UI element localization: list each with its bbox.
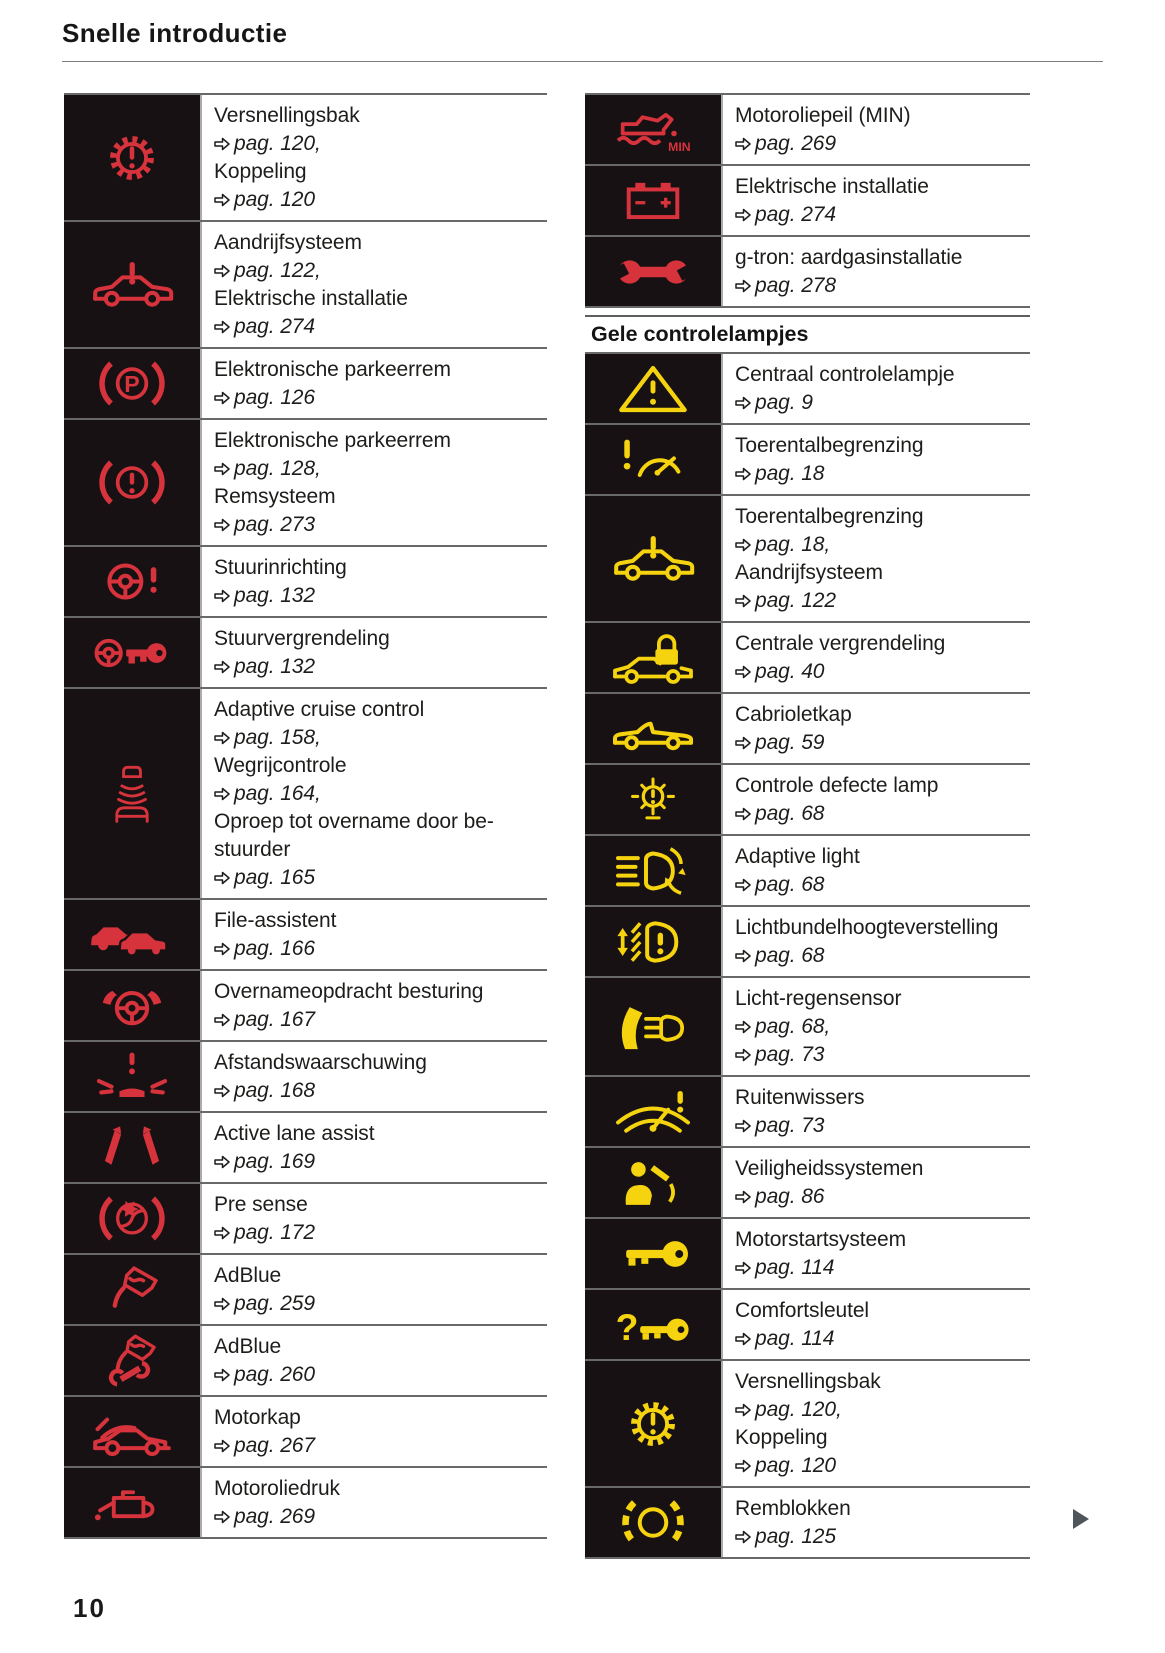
lamp-label: Aandrijfsysteem (214, 231, 362, 254)
ref-arrow-icon (735, 1119, 751, 1133)
lamp-label: Motoroliepeil (MIN) (735, 104, 911, 127)
lamp-row (64, 898, 547, 969)
oil-pressure-icon (64, 1468, 202, 1537)
page-reference-text: pag. 169 (234, 1150, 315, 1173)
page-reference (214, 724, 541, 752)
page-reference (735, 800, 1024, 828)
brake-pads-icon (585, 1488, 723, 1557)
ref-arrow-icon (214, 1155, 230, 1169)
lamp-description (202, 900, 547, 969)
lamp-description (723, 425, 1030, 494)
lamp-label: Licht-regensensor (735, 987, 902, 1010)
page-reference-text: pag. 68 (755, 944, 825, 967)
page-reference (214, 455, 541, 483)
ref-arrow-icon (735, 594, 751, 608)
page-reference-text: pag. 120, (755, 1398, 842, 1421)
ref-arrow-icon (735, 467, 751, 481)
lamp-label: Comfortsleutel (735, 1299, 869, 1322)
ref-arrow-icon (735, 396, 751, 410)
ref-arrow-icon (214, 1297, 230, 1311)
lamp-label: Versnellingsbak (214, 104, 360, 127)
page-reference-text: pag. 269 (234, 1505, 315, 1528)
page-reference (214, 1148, 541, 1176)
ref-arrow-icon (214, 193, 230, 207)
yellow-warning-lamps-table (585, 352, 1030, 1559)
lamp-row (585, 763, 1030, 834)
lamp-label: g-tron: aardgasinstallatie (735, 246, 963, 269)
page-reference-text: pag. 259 (234, 1292, 315, 1315)
header-divider (62, 61, 1103, 62)
lamp-row (585, 494, 1030, 621)
ref-arrow-icon (214, 391, 230, 405)
page-reference-text: pag. 132 (234, 655, 315, 678)
drivetrain-warning-icon (585, 496, 723, 621)
lamp-label: Centrale vergrendeling (735, 632, 946, 655)
lamp-row (64, 1040, 547, 1111)
page-reference (735, 871, 1024, 899)
page-reference-text: pag. 126 (234, 386, 315, 409)
ref-arrow-icon (735, 279, 751, 293)
ref-arrow-icon (735, 137, 751, 151)
lamp-row (585, 235, 1030, 306)
lamp-label: Stuurinrichting (214, 556, 347, 579)
page-reference (214, 313, 541, 341)
red-warning-lamps-table-right (585, 93, 1030, 308)
page-reference (214, 1503, 541, 1531)
page-reference-text: pag. 120 (234, 188, 315, 211)
page-reference-text: pag. 167 (234, 1008, 315, 1031)
page-reference-text: pag. 120 (755, 1454, 836, 1477)
page-reference (735, 531, 1024, 559)
ref-arrow-icon (214, 518, 230, 532)
brake-system-warning-icon (64, 420, 202, 545)
page-reference-text: pag. 274 (234, 315, 315, 338)
lamp-label: Adaptive light (735, 845, 860, 868)
page-reference-text: pag. 68, (755, 1015, 831, 1038)
page-reference (735, 942, 1024, 970)
drivetrain-warning-icon (64, 222, 202, 347)
lamp-row (585, 692, 1030, 763)
ref-arrow-icon (735, 1190, 751, 1204)
light-rain-sensor-icon (585, 978, 723, 1075)
lamp-description (723, 1361, 1030, 1486)
lamp-row (64, 545, 547, 616)
lamp-description (723, 496, 1030, 621)
lamp-row (585, 834, 1030, 905)
adblue-service-icon (64, 1326, 202, 1395)
page-reference (214, 864, 541, 892)
ref-arrow-icon (735, 949, 751, 963)
page-reference (214, 582, 541, 610)
lamp-row (585, 1486, 1030, 1557)
rev-limiter-icon (585, 425, 723, 494)
lamp-label: Afstandswaarschuwing (214, 1051, 427, 1074)
lamp-label: Overnameopdracht besturing (214, 980, 484, 1003)
page-reference (214, 1290, 541, 1318)
ref-arrow-icon (214, 1013, 230, 1027)
lamp-label: Koppeling (214, 160, 307, 183)
page-reference-text: pag. 166 (234, 937, 315, 960)
page-reference-text: pag. 158, (234, 726, 321, 749)
lamp-label: Elektronische parkeerrem (214, 429, 451, 452)
lamp-description (723, 95, 1030, 164)
adblue-icon (64, 1255, 202, 1324)
lamp-row (64, 220, 547, 347)
page-reference-text: pag. 273 (234, 513, 315, 536)
lamp-description (202, 349, 547, 418)
ref-arrow-icon (214, 462, 230, 476)
page-reference-text: pag. 269 (755, 132, 836, 155)
lamp-label: Toerentalbegrenzing (735, 505, 924, 528)
lamp-description (723, 1219, 1030, 1288)
lamp-description (202, 420, 547, 545)
lamp-label: Oproep tot overname door bestuurder (214, 810, 494, 861)
page-reference-text: pag. 125 (755, 1525, 836, 1548)
lamp-description (202, 618, 547, 687)
ref-arrow-icon (735, 1332, 751, 1346)
gear-warning-icon (585, 1361, 723, 1486)
distance-warning-icon (64, 1042, 202, 1111)
steering-lock-icon (64, 618, 202, 687)
page-reference (214, 780, 541, 808)
pre-sense-icon (64, 1184, 202, 1253)
page-reference (735, 389, 1024, 417)
page-reference-text: pag. 18 (755, 462, 825, 485)
lamp-label: Motorstartsysteem (735, 1228, 907, 1251)
page-reference (735, 1254, 1024, 1282)
page-reference (735, 1523, 1024, 1551)
lamp-label: Centraal controlelampje (735, 363, 955, 386)
page-title: Snelle introductie (62, 18, 288, 48)
traffic-jam-assist-icon (64, 900, 202, 969)
page-reference (735, 130, 1024, 158)
lamp-row (585, 1359, 1030, 1486)
page-reference-text: pag. 122, (234, 259, 321, 282)
lamp-description (723, 166, 1030, 235)
page-reference-text: pag. 122 (755, 589, 836, 612)
lamp-description (723, 836, 1030, 905)
lamp-label: Motorkap (214, 1406, 301, 1429)
red-warning-lamps-table-left (64, 93, 547, 1539)
page-reference-text: pag. 18, (755, 533, 831, 556)
lamp-description (202, 1042, 547, 1111)
lamp-row (64, 1324, 547, 1395)
lamp-description (202, 1397, 547, 1466)
lamp-row (64, 347, 547, 418)
page-reference-text: pag. 168 (234, 1079, 315, 1102)
lamp-description (723, 1290, 1030, 1359)
lamp-label: Elektronische parkeerrem (214, 358, 451, 381)
adaptive-light-icon (585, 836, 723, 905)
page-reference (735, 1013, 1024, 1041)
ref-arrow-icon (735, 208, 751, 222)
section-heading-label: Gele controlelampjes (591, 322, 809, 346)
page-reference-text: pag. 172 (234, 1221, 315, 1244)
lamp-description (723, 765, 1030, 834)
page-reference (735, 272, 1024, 300)
lamp-label: Cabrioletkap (735, 703, 852, 726)
page-reference (214, 1006, 541, 1034)
ref-arrow-icon (735, 1459, 751, 1473)
lamp-description (202, 95, 547, 220)
page-reference (214, 257, 541, 285)
cabriolet-roof-icon (585, 694, 723, 763)
page-reference (735, 1396, 1024, 1424)
lamp-row (585, 905, 1030, 976)
lamp-label: Ruitenwissers (735, 1086, 865, 1109)
ref-arrow-icon (214, 942, 230, 956)
page-reference (214, 384, 541, 412)
ref-arrow-icon (214, 264, 230, 278)
lamp-row (64, 616, 547, 687)
steering-takeover-icon (64, 971, 202, 1040)
ref-arrow-icon (735, 1261, 751, 1275)
page-reference (735, 729, 1024, 757)
ref-arrow-icon (214, 1439, 230, 1453)
lamp-description (202, 689, 547, 898)
ref-arrow-icon (214, 137, 230, 151)
page-reference-text: pag. 9 (755, 391, 813, 414)
central-locking-icon (585, 623, 723, 692)
continuation-arrow-icon (1073, 1509, 1089, 1529)
lamp-label: Lichtbundelhoogteverstelling (735, 916, 999, 939)
lamp-description (723, 1488, 1030, 1557)
parking-brake-icon (64, 349, 202, 418)
lane-assist-icon (64, 1113, 202, 1182)
lamp-row (64, 1253, 547, 1324)
page-reference-text: pag. 120, (234, 132, 321, 155)
ref-arrow-icon (735, 1530, 751, 1544)
page-reference-text: pag. 165 (234, 866, 315, 889)
hood-open-icon (64, 1397, 202, 1466)
adaptive-cruise-icon (64, 689, 202, 898)
lamp-label: Remblokken (735, 1497, 851, 1520)
lamp-label: Active lane assist (214, 1122, 375, 1145)
lamp-row (585, 164, 1030, 235)
lamp-description (202, 1184, 547, 1253)
ref-arrow-icon (214, 1084, 230, 1098)
page-reference (735, 460, 1024, 488)
battery-icon (585, 166, 723, 235)
warning-triangle-icon (585, 354, 723, 423)
ref-arrow-icon (214, 1510, 230, 1524)
lamp-label: Elektrische installatie (735, 175, 929, 198)
page-reference-text: pag. 73 (755, 1114, 825, 1137)
oil-level-min-icon (585, 95, 723, 164)
page-number: 10 (73, 1593, 106, 1623)
svg-text:P: P (124, 370, 140, 397)
lamp-description (202, 971, 547, 1040)
page-reference (735, 1452, 1024, 1480)
page-reference-text: pag. 73 (755, 1043, 825, 1066)
lamp-description (202, 1113, 547, 1182)
lamp-row (64, 687, 547, 898)
lamp-label: Toerentalbegrenzing (735, 434, 924, 457)
headlight-leveling-icon (585, 907, 723, 976)
lamp-description (202, 547, 547, 616)
steering-warning-icon (64, 547, 202, 616)
lamp-row (64, 1111, 547, 1182)
page-reference (735, 1325, 1024, 1353)
lamp-row (585, 621, 1030, 692)
ref-arrow-icon (735, 1048, 751, 1062)
page-reference (735, 201, 1024, 229)
page-reference-text: pag. 278 (755, 274, 836, 297)
page-reference (214, 130, 541, 158)
page-reference-text: pag. 68 (755, 873, 825, 896)
lamp-label: Stuurvergrendeling (214, 627, 390, 650)
page-reference (214, 1219, 541, 1247)
page-reference-text: pag. 114 (755, 1327, 835, 1350)
ref-arrow-icon (735, 665, 751, 679)
ref-arrow-icon (735, 736, 751, 750)
lamp-row (64, 1182, 547, 1253)
lamp-description (202, 1326, 547, 1395)
engine-start-key-icon (585, 1219, 723, 1288)
lamp-label: Elektrische installatie (214, 287, 408, 310)
lamp-label: Koppeling (735, 1426, 828, 1449)
lamp-description (723, 237, 1030, 306)
ref-arrow-icon (735, 1403, 751, 1417)
lamp-row (585, 976, 1030, 1075)
comfort-key-icon (585, 1290, 723, 1359)
page-reference (214, 1432, 541, 1460)
lamp-description (723, 1077, 1030, 1146)
ref-arrow-icon (214, 1226, 230, 1240)
page-reference (214, 653, 541, 681)
lamp-row (585, 1146, 1030, 1217)
ref-arrow-icon (214, 320, 230, 334)
page-reference (735, 587, 1024, 615)
page-reference-text: pag. 164, (234, 782, 321, 805)
lamp-label: Versnellingsbak (735, 1370, 881, 1393)
lamp-description (723, 1148, 1030, 1217)
page-reference-text: pag. 267 (234, 1434, 315, 1457)
page-reference-text: pag. 128, (234, 457, 321, 480)
lamp-description (723, 623, 1030, 692)
lamp-description (723, 978, 1030, 1075)
page-reference-text: pag. 59 (755, 731, 825, 754)
lamp-row (585, 1217, 1030, 1288)
ref-arrow-icon (214, 1368, 230, 1382)
page-reference (735, 1041, 1024, 1069)
lamp-row (585, 1075, 1030, 1146)
page-reference (214, 511, 541, 539)
ref-arrow-icon (735, 538, 751, 552)
lamp-label: AdBlue (214, 1264, 282, 1287)
page-reference (214, 1077, 541, 1105)
ref-arrow-icon (735, 1020, 751, 1034)
lamp-label: Wegrijcontrole (214, 754, 347, 777)
lamp-row (585, 352, 1030, 423)
lamp-description (202, 1468, 547, 1537)
page-reference-text: pag. 86 (755, 1185, 825, 1208)
wipers-icon (585, 1077, 723, 1146)
page-reference (214, 1361, 541, 1389)
safety-systems-icon (585, 1148, 723, 1217)
lamp-label: Motoroliedruk (214, 1477, 340, 1500)
svg-text:MIN: MIN (668, 139, 691, 154)
yellow-lamps-section-heading (585, 315, 1030, 347)
lamp-description (723, 354, 1030, 423)
page-reference-text: pag. 68 (755, 802, 825, 825)
lamp-row (585, 93, 1030, 164)
ref-arrow-icon (214, 660, 230, 674)
page-reference (735, 658, 1024, 686)
wrench-icon (585, 237, 723, 306)
lamp-label: Veiligheidssystemen (735, 1157, 924, 1180)
page-reference (214, 935, 541, 963)
lamp-row (585, 423, 1030, 494)
ref-arrow-icon (214, 871, 230, 885)
ref-arrow-icon (735, 878, 751, 892)
lamp-description (723, 907, 1030, 976)
page-reference (214, 186, 541, 214)
page-reference-text: pag. 40 (755, 660, 825, 683)
lamp-row (64, 1395, 547, 1466)
page-reference-text: pag. 132 (234, 584, 315, 607)
lamp-defect-icon (585, 765, 723, 834)
lamp-description (202, 1255, 547, 1324)
lamp-label: Remsysteem (214, 485, 336, 508)
lamp-description (202, 222, 547, 347)
lamp-row (64, 1466, 547, 1537)
lamp-label: File-assistent (214, 909, 337, 932)
svg-text:?: ? (615, 1305, 639, 1348)
lamp-label: Aandrijfsysteem (735, 561, 883, 584)
page-reference (735, 1183, 1024, 1211)
lamp-description (723, 694, 1030, 763)
ref-arrow-icon (214, 787, 230, 801)
lamp-row (585, 1288, 1030, 1359)
ref-arrow-icon (735, 807, 751, 821)
gear-warning-icon (64, 95, 202, 220)
lamp-row (64, 93, 547, 220)
lamp-label: AdBlue (214, 1335, 282, 1358)
lamp-label: Controle defecte lamp (735, 774, 939, 797)
lamp-row (64, 418, 547, 545)
ref-arrow-icon (214, 589, 230, 603)
page-reference-text: pag. 260 (234, 1363, 315, 1386)
page-reference (735, 1112, 1024, 1140)
page-reference-text: pag. 274 (755, 203, 836, 226)
ref-arrow-icon (214, 731, 230, 745)
lamp-row (64, 969, 547, 1040)
lamp-label: Pre sense (214, 1193, 308, 1216)
page-reference-text: pag. 114 (755, 1256, 835, 1279)
lamp-label: Adaptive cruise control (214, 698, 425, 721)
